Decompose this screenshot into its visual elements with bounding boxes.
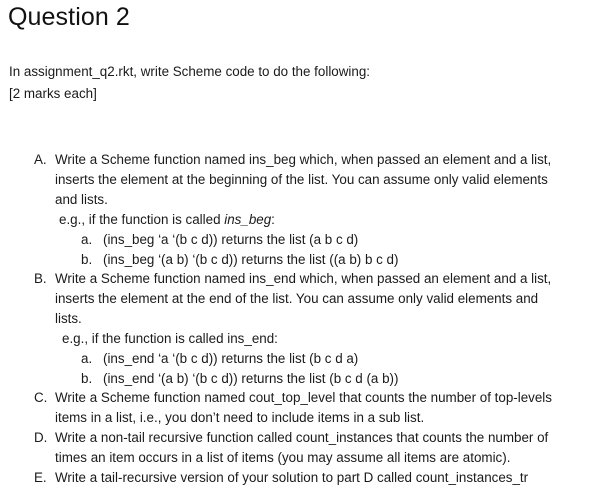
example-function-name: ins_beg [224,212,272,227]
question-item-a [34,150,604,269]
item-marker: E. [34,470,47,485]
subitem-text: (ins_end ‘a ‘(b c d)) returns the list (b c d a) [103,351,359,366]
subitem-text: (ins_end ‘(a b) ‘(b c d)) returns the list (b c d (a b)) [103,370,399,386]
example-subitem [55,250,604,270]
subitem-marker: a. [81,351,93,366]
marks-note: [2 marks each] [9,86,97,101]
item-line: and lists. [55,192,108,207]
item-marker: D. [34,430,48,445]
page-title: Question 2 [8,3,130,31]
example-line [59,210,604,230]
example-subitem [55,369,604,389]
item-line: items in a list, i.e., you don’t need to include items in a sub list. [55,410,425,425]
example-prefix: e.g., if the function is called [62,331,228,346]
item-line: Write a tail-recursive version of your solution to part D called count_instances_tr [55,470,529,485]
example-suffix: : [274,331,278,346]
example-prefix: e.g., if the function is called [59,212,225,227]
item-line: times an item occurs in a list of items (you may assume all items are atomic). [55,450,511,465]
example-subitem [55,349,604,369]
question-item-d [34,428,604,468]
item-marker: C. [34,390,48,405]
item-line: inserts the element at the end of the list. You can assume only valid elements and [55,291,539,306]
subitem-text: (ins_beg ‘(a b) ‘(b c d)) returns the list ((a b) b c d) [103,251,399,267]
item-line: Write a Scheme function named ins_end which, when passed an element and a list, [55,271,552,286]
item-line: Write a non-tail recursive function called count_instances that counts the number of [55,430,549,445]
subitem-marker: b. [81,370,93,386]
question-item-b [34,269,604,388]
intro-text: In assignment_q2.rkt, write Scheme code to do the following: [9,64,370,79]
item-line: Write a Scheme function named cout_top_level that counts the number of top-levels [55,390,552,405]
question-item-e [34,468,604,488]
subitem-text: (ins_beg ‘a ‘(b c d)) returns the list (a b c d) [103,232,359,247]
example-function-name: ins_end [227,331,275,346]
item-marker: B. [34,271,47,286]
item-line: Write a Scheme function named ins_beg which, when passed an element and a list, [55,152,552,167]
item-line: inserts the element at the beginning of the list. You can assume only valid elements [55,172,548,187]
item-line: lists. [55,311,82,326]
subitem-marker: a. [81,232,93,247]
example-suffix: : [271,212,275,227]
example-subitem [55,230,604,250]
example-line [62,329,604,349]
item-marker: A. [34,152,47,167]
subitem-marker: b. [81,251,93,267]
question-list [34,150,604,488]
question-item-c [34,388,604,428]
